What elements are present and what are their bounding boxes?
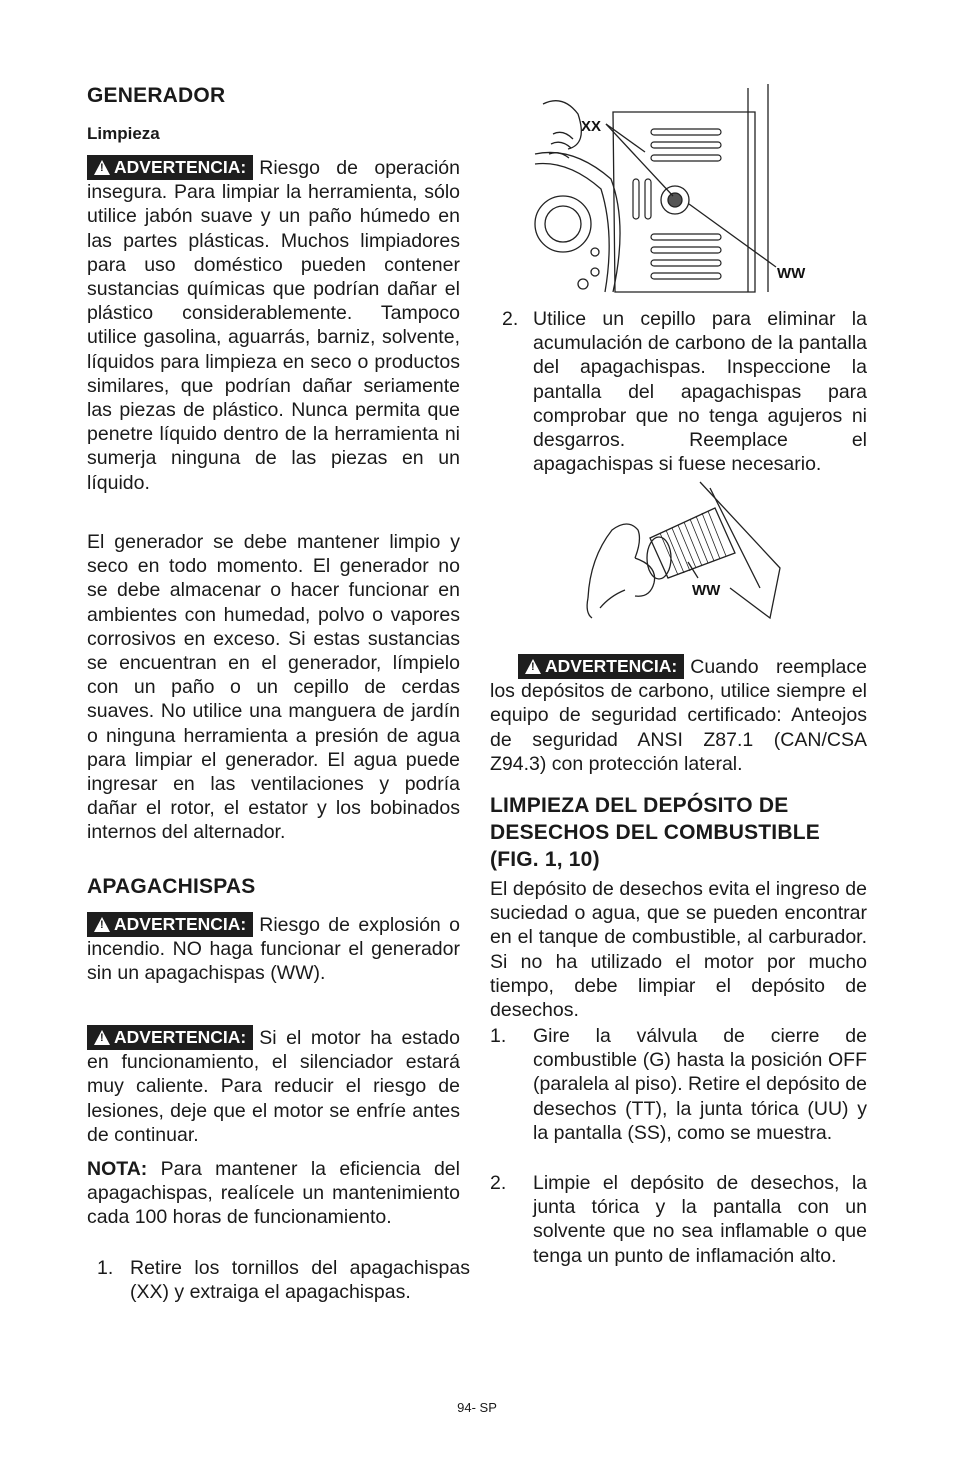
fig1-xx-label: XX: [581, 118, 602, 135]
step-number: 1.: [97, 1257, 114, 1279]
brush-screen-figure: [580, 478, 790, 643]
warning-triangle-icon: [94, 160, 110, 175]
note-label: NOTA:: [87, 1158, 148, 1180]
warning-badge: !ADVERTENCIA:: [87, 155, 253, 180]
spark-arrester-figure: [533, 84, 823, 299]
apagachispas-heading: APAGACHISPAS: [87, 875, 256, 898]
warning-badge: !ADVERTENCIA:: [87, 912, 253, 937]
warning-badge: !ADVERTENCIA:: [87, 1025, 253, 1050]
warning-ppe-paragraph: !ADVERTENCIA: Cuando reemplace los depósitos de carbono, utilice siempre el equipo de seguridad certificado: Anteojos de seguridad ANSI Z87.1 (CAN/CSA Z94.3) con protección lateral.: [490, 654, 867, 776]
note-paragraph: NOTA: Para mantener la eficiencia del apagachispas, realícele un mantenimiento cada 100 horas de funcionamiento.: [87, 1158, 460, 1229]
limpieza-subheading: Limpieza: [87, 124, 160, 143]
fig1-ww-label: WW: [777, 265, 806, 282]
generador-heading: GENERADOR: [87, 84, 226, 107]
warning-explosion-paragraph: !ADVERTENCIA: Riesgo de explosión o incendio. NO haga funcionar el generador sin un apagachispas (WW).: [87, 912, 460, 986]
step-number: 2.: [502, 308, 519, 330]
warning-badge: !ADVERTENCIA:: [518, 654, 684, 679]
warning-hot-muffler-paragraph: !ADVERTENCIA: Si el motor ha estado en funcionamiento, el silenciador estará muy caliente. Para reducir el riesgo de lesiones, deje que el motor se enfríe antes de continuar.: [87, 1025, 460, 1147]
step-2: [502, 307, 867, 477]
sediment-intro-paragraph: El depósito de desechos evita el ingreso de suciedad o agua, que se pueden encontrar en el tanque de combustible, al carburador. Si no ha utilizado el motor por mucho tiempo, debe limpiar el depósito de desechos.: [490, 878, 867, 1022]
sediment-step-1: [490, 1024, 867, 1169]
warning-triangle-icon: [525, 659, 541, 674]
step-number: 1.: [490, 1025, 507, 1047]
fuel-sediment-heading: LIMPIEZA DEL DEPÓSITO DE DESECHOS DEL COMBUSTIBLE (FIG. 1, 10): [490, 794, 820, 871]
step-text: Retire los tornillos del apagachispas (XX) y extraiga el apagachispas.: [130, 1257, 470, 1304]
sediment-step-2: [490, 1171, 867, 1291]
page-number: 94- SP: [457, 1400, 497, 1415]
fig2-ww-label: WW: [692, 582, 721, 599]
step-number: 2.: [490, 1172, 507, 1194]
generator-clean-paragraph: El generador se debe mantener limpio y seco en todo momento. El generador no se debe almacenar o hacer funcionar en ambientes con humedad, polvo o vapores corrosivos en exceso. Si estas sustancias se encuentran en el generador, límpielo con un paño o un cepillo de cerdas suaves. No utilice una manguera de jardín o ninguna herramienta a presión de agua para limpiar el generador. El agua puede ingresar en las ventilaciones y podría dañar el rotor, el estator y los bobinados internos del alternador.: [87, 531, 460, 844]
warning-triangle-icon: [94, 917, 110, 932]
warning-triangle-icon: [94, 1030, 110, 1045]
step-1: [97, 1256, 470, 1306]
step-text: Limpie el depósito de desechos, la junta tórica y la pantalla con un solvente que no sea inflamable o que tenga un punto de inflamación alto.: [533, 1172, 867, 1267]
step-text: Utilice un cepillo para eliminar la acumulación de carbono de la pantalla del apagachispas. Inspeccione la pantalla del apagachispas para comprobar que no tenga agujeros ni desgarros. Reemplace el apagachispas si fuese necesario.: [533, 308, 867, 476]
step-text: Gire la válvula de cierre de combustible (G) hasta la posición OFF (paralela al piso). Retire el depósito de desechos (TT), la junta tórica (UU) y la pantalla (SS), como se muestra.: [533, 1025, 867, 1144]
warning-cleaning-paragraph: !ADVERTENCIA: Riesgo de operación insegura. Para limpiar la herramienta, sólo utilice jabón suave y un paño húmedo en las partes plásticas. Muchos limpiadores para uso doméstico pueden contener sustancias químicas que podrían dañar el plástico considerablemente. Tampoco utilice gasolina, aguarrás, barniz, solvente, líquidos para limpieza en seco o productos similares, que podrían dañar seriamente las piezas de plástico. Nunca permita que penetre líquido dentro de la herramienta ni sumerja ninguna de las piezas en un líquido.: [87, 155, 460, 495]
